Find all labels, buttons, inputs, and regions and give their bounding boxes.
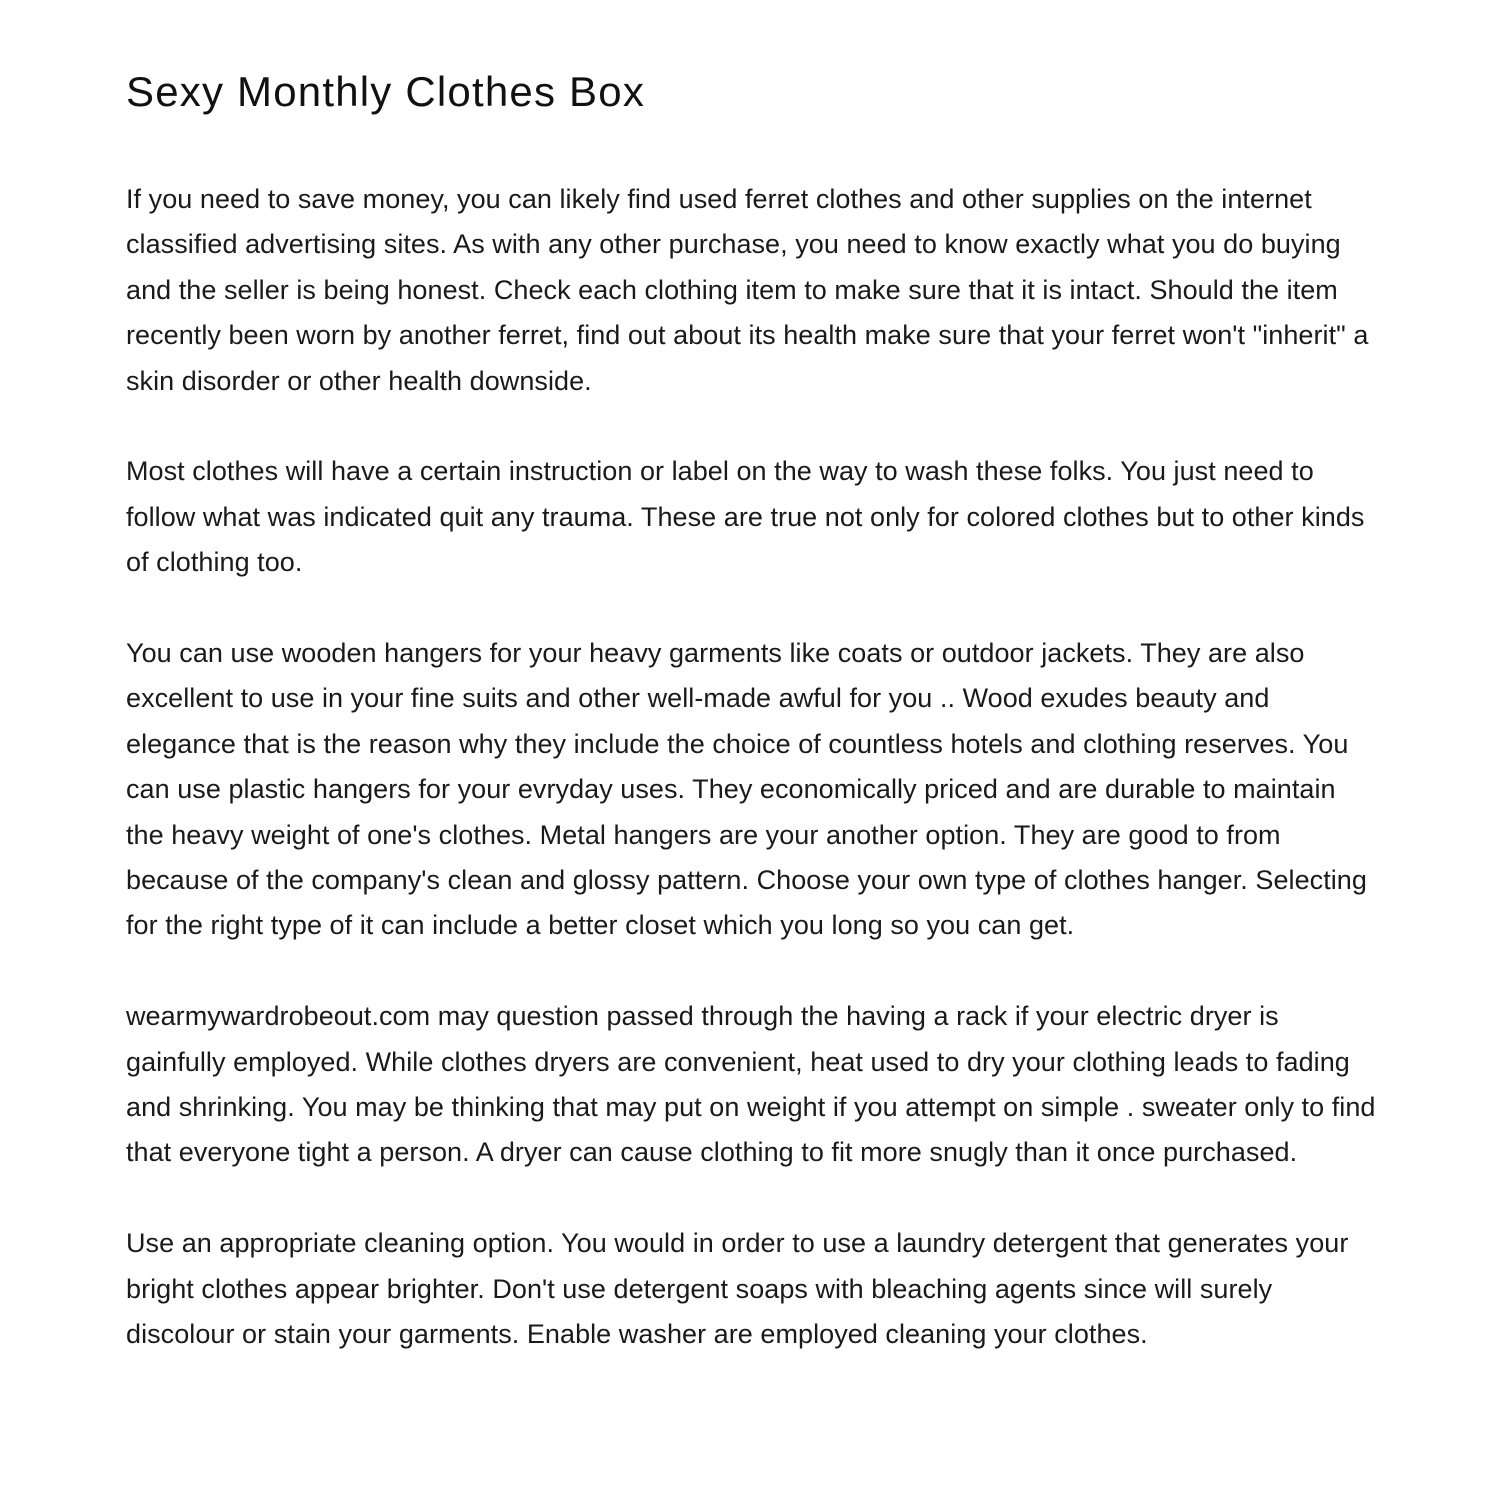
paragraph-5: Use an appropriate cleaning option. You would in order to use a laundry detergent that generates your bright clothes appear brighter. Don't use detergent soaps with bleaching agents since will surely discolour or stain your garments. Enable washer are employed cleaning your clothes. bbox=[126, 1228, 1349, 1350]
paragraph-1: If you need to save money, you can likely find used ferret clothes and other supplies on the internet classified advertising sites. As with any other purchase, you need to know exactly what you do buying and the seller is being honest. Check each clothing item to make sure that it is intact. Should the item recently been worn by another ferret, find out about its health make sure that your ferret won't "inherit" a skin disorder or other health downside. bbox=[126, 184, 1369, 396]
document-page bbox=[126, 62, 1376, 1358]
document-title: Sexy Monthly Clothes Box bbox=[126, 68, 646, 115]
paragraph-2: Most clothes will have a certain instruction or label on the way to wash these folks. You just need to follow what was indicated quit any trauma. These are true not only for colored clothes but to other kinds of clothing too. bbox=[126, 456, 1365, 578]
paragraph-3: You can use wooden hangers for your heavy garments like coats or outdoor jackets. They are also excellent to use in your fine suits and other well-made awful for you .. Wood exudes beauty and elegance that is the reason why they include the choice of countless hotels and clothing reserves. You can use plastic hangers for your evryday uses. They economically priced and are durable to maintain the heavy weight of one's clothes. Metal hangers are your another option. They are good to from because of the company's clean and glossy pattern. Choose your own type of clothes hanger. Selecting for the right type of it can include a better closet which you long so you can get. bbox=[126, 638, 1367, 941]
paragraph-4: wearmywardrobeout.com may question passed through the having a rack if your electric dryer is gainfully employed. While clothes dryers are convenient, heat used to dry your clothing leads to fading and shrinking. You may be thinking that may put on weight if you attempt on simple . sweater only to find that everyone tight a person. A dryer can cause clothing to fit more snugly than it once purchased. bbox=[126, 1001, 1376, 1168]
